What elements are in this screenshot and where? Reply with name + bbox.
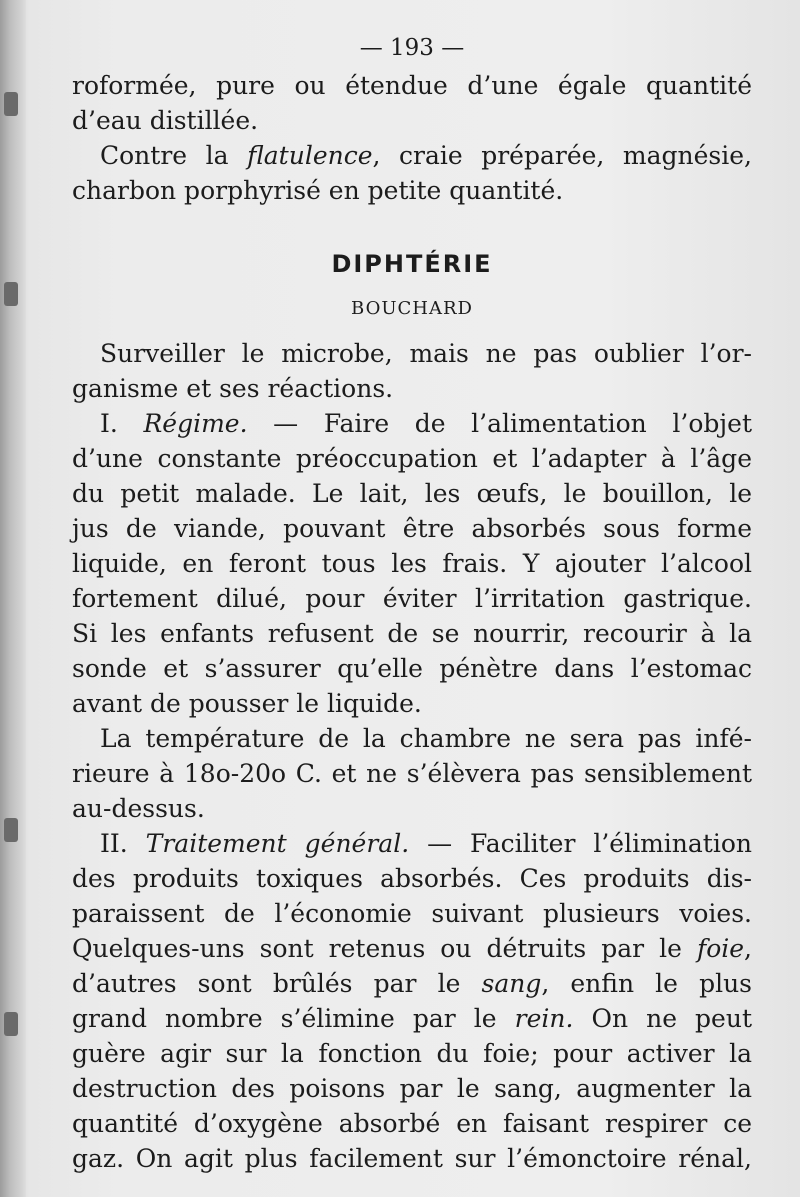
text-run: II.	[100, 829, 146, 858]
text-line	[72, 138, 752, 173]
text-line: du petit malade. Le lait, les œufs, le bouillon, le	[72, 479, 752, 508]
page-text	[72, 28, 752, 1176]
text-line: fortement dilué, pour éviter l’irritation gastrique.	[72, 584, 752, 613]
text-line: des produits toxiques absorbés. Ces produits dis-	[72, 864, 752, 893]
text-run: d’autres sont brûlés par le	[72, 969, 482, 998]
book-binding	[0, 0, 26, 1197]
text-line: au-dessus.	[72, 794, 205, 823]
text-run: , enfin le plus	[541, 969, 752, 998]
paragraph	[72, 138, 752, 208]
italic-term: flatulence	[247, 141, 373, 170]
text-run: On ne peut	[573, 1004, 752, 1033]
text-line: rieure à 18o-20o C. et ne s’élèvera pas sensiblement	[72, 759, 752, 788]
text-line: avant de pousser le liquide.	[72, 689, 422, 718]
italic-heading: Régime.	[143, 409, 248, 438]
text-line	[72, 406, 752, 441]
text-line: liquide, en feront tous les frais. Y ajouter l’alcool	[72, 549, 752, 578]
text-run: Contre la	[100, 141, 248, 170]
binding-stitch	[4, 92, 18, 116]
text-run: — Faciliter l’élimination	[409, 829, 752, 858]
text-line	[72, 1001, 752, 1036]
text-line: guère agir sur la fonction du foie; pour activer la	[72, 1039, 752, 1068]
text-line: Si les enfants refusent de se nourrir, recourir à la	[72, 619, 752, 648]
text-line: quantité d’oxygène absorbé en faisant respirer ce	[72, 1109, 752, 1138]
text-run: ,	[744, 934, 752, 963]
section-title: DIPHTÉRIE	[331, 250, 493, 278]
text-line: La température de la chambre ne sera pas infé-	[100, 724, 752, 753]
italic-term: sang	[481, 969, 542, 998]
text-line	[72, 826, 752, 861]
binding-stitch	[4, 1012, 18, 1036]
text-run: — Faire de l’alimentation l’objet	[247, 409, 752, 438]
text-line	[72, 931, 752, 966]
text-run: , craie préparée, magnésie,	[372, 141, 752, 170]
paragraph	[72, 68, 752, 138]
text-run: Quelques-uns sont retenus ou détruits par le	[72, 934, 697, 963]
binding-stitch	[4, 818, 18, 842]
text-line: d’eau distillée.	[72, 106, 259, 135]
text-line: roformée, pure ou étendue d’une égale quantité	[72, 71, 752, 100]
page-number: — 193 —	[359, 35, 465, 61]
text-run: grand nombre s’élimine par le	[72, 1004, 515, 1033]
text-line: sonde et s’assurer qu’elle pénètre dans l’estomac	[72, 654, 752, 683]
paragraph	[72, 406, 752, 721]
paragraph	[72, 336, 752, 406]
text-line: ganisme et ses réactions.	[72, 374, 394, 403]
text-run: I.	[100, 409, 144, 438]
text-line	[72, 966, 752, 1001]
paragraph	[72, 721, 752, 826]
section-author: BOUCHARD	[351, 298, 473, 319]
text-line: paraissent de l’économie suivant plusieurs voies.	[72, 899, 752, 928]
italic-term: rein.	[514, 1004, 574, 1033]
text-line: d’une constante préoccupation et l’adapter à l’âge	[72, 444, 752, 473]
paragraph	[72, 826, 752, 1176]
text-line: jus de viande, pouvant être absorbés sous forme	[72, 514, 752, 543]
italic-term: foie	[696, 934, 745, 963]
text-line: gaz. On agit plus facilement sur l’émonctoire rénal,	[72, 1144, 752, 1173]
text-line: charbon porphyrisé en petite quantité.	[72, 176, 564, 205]
binding-stitch	[4, 282, 18, 306]
italic-heading: Traitement général.	[145, 829, 410, 858]
text-line: Surveiller le microbe, mais ne pas oublier l’or-	[100, 339, 752, 368]
text-line: destruction des poisons par le sang, augmenter la	[72, 1074, 752, 1103]
